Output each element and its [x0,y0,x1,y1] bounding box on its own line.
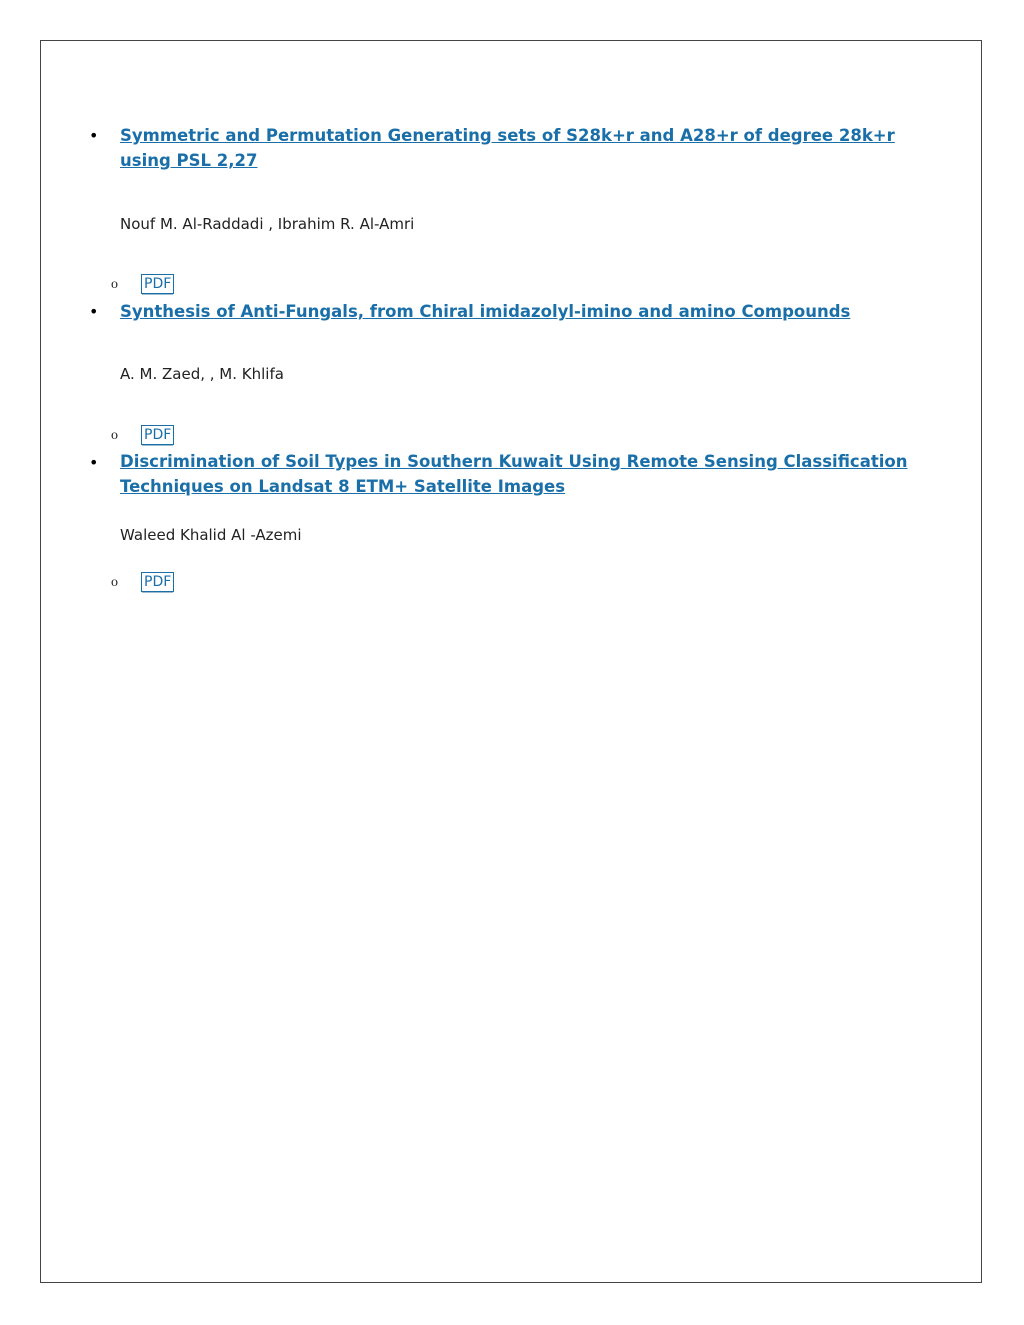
pdf-button[interactable]: PDF [141,572,174,592]
page-frame [40,40,982,1283]
article-title-link[interactable]: Synthesis of Anti-Fungals, from Chiral imidazolyl-imino and amino Compounds [120,302,851,321]
article-title-link[interactable]: Discrimination of Soil Types in Southern Kuwait Using Remote Sensing Classification Techniques on Landsat 8 ETM+ Satellite Images [120,452,908,496]
article-authors: Waleed Khalid Al -Azemi [120,526,302,544]
pdf-button[interactable]: PDF [141,425,174,445]
article-authors: A. M. Zaed, , M. Khlifa [120,365,284,383]
sub-list-bullet: o [111,575,118,590]
pdf-button[interactable]: PDF [141,274,174,294]
article-authors: Nouf M. Al-Raddadi , Ibrahim R. Al-Amri [120,215,415,233]
sub-list-bullet: o [111,277,118,292]
list-bullet: • [89,453,99,472]
list-bullet: • [89,302,99,321]
sub-list-bullet: o [111,428,118,443]
article-title-link[interactable]: Symmetric and Permutation Generating sets of S28k+r and A28+r of degree 28k+r using PSL 2,27 [120,126,895,170]
list-bullet: • [89,126,99,145]
